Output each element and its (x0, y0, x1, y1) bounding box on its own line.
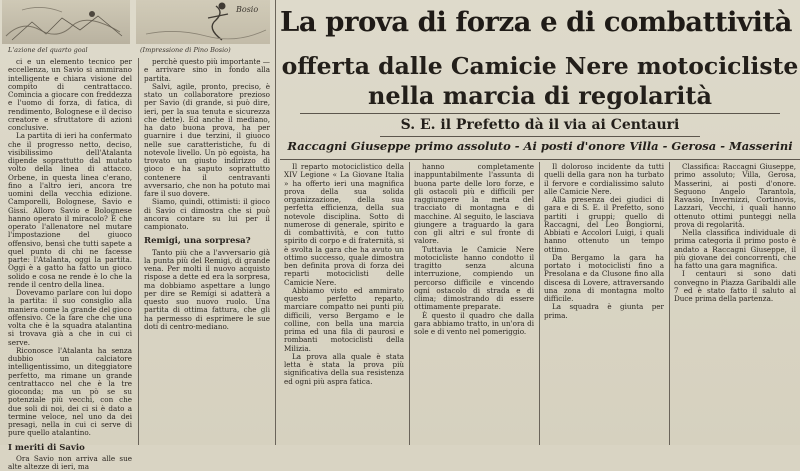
column-rule (138, 58, 139, 445)
subheading-savio: I meriti di Savio (8, 442, 85, 453)
article-column-2 (414, 163, 534, 445)
artist-signature: Bosio (236, 5, 259, 14)
subtitle-prefect: S. E. il Prefetto dà il via ai Centauri (400, 117, 680, 133)
caption-impression: (Impressione di Pino Bosio) (140, 46, 231, 54)
column-rule (539, 162, 540, 445)
paragraph: Tuttavia le Camicie Nere motocicliste hanno condotto il tragitto senza alcuna interruzione, compiendo un percorso difficile e vincendo ogni ostacolo di strada e di clima; dimostrando di essere ottimamente preparate. (414, 244, 534, 312)
paragraph: Riconosce l'Atalanta ha senza dubbio un calciatore intelligentissimo, un diteggiatore perfetto, ma rimane un grande centrattacco nel che è la tre gioconda; ma un pò se su potenziale più vecchi, con che due soli di noi, dei ci si è dato a termine veloce, nel uno da dei presagi, nella in cui ci serve di pure quello atalantino. (8, 345, 132, 438)
main-headline: La prova di forza e di combattività (280, 6, 792, 38)
paragraph: Classifica: Raccagni Giuseppe, primo assoluto; Villa, Gerosa, Masserini, ai posti d'onore. Seguono Angelo Tarantola, Ravasio, Invernizzi, Cortinovis, Lazzari, Vecchi, i quali hanno ottenuto ottimi punteggi nella prova di regolarità. (674, 162, 796, 229)
paragraph: Alla presenza dei giudici di gara e di S. E. il Prefetto, sono partiti i gruppi; quello di Raccagni, del Leo Bongiorni, Abbiati e Accolori Luigi, i quali hanno ottenuto un tempo ottimo. (544, 195, 664, 254)
paragraph: La prova alla quale è stata letta è stata la prova più significativa della sua resistenza ed ogni più aspra fatica. (284, 351, 404, 386)
paragraph: Ora Savio non arriva alle sue alte altezze di ieri, ma (8, 453, 132, 471)
paragraph: La partita di ieri ha confermato che il progresso netto, deciso, visibilissimo dell'Atalanta dipende soprattutto dal mutato volto della linea di attacco. Orbene, in questa linea c'erano, fino a l'altro ieri, ancora tre uomini della vecchia edizione. Camporelli, Bolognese, Savio e Gissi. Alloro Savio e Bolognese hanno operato il miracolo? E che operato l'allenatore nel mutare l'impostazione del giuoco offensivo, bensì che tutti sapete a quel punto di chi ne facesse parte: l'Atalanta, oggi la partita. Oggi è a gatto ha fatto un gioco solido e cosa ne rende è lo che la rende il centro della linea. (8, 131, 132, 289)
sports-column-1 (8, 57, 132, 471)
paragraph: La squadra è giunta per prima. (544, 302, 664, 320)
article-column-1 (284, 163, 404, 445)
player-sketch-illustration (136, 0, 270, 44)
sports-column-2 (144, 58, 270, 445)
caption-goal-action: L'azione del quarto goal (8, 46, 88, 54)
section-rule (275, 0, 276, 445)
deck-line-2: nella marcia di regolarità (367, 81, 713, 110)
paragraph: I centauri si sono dati convegno in Piazza Garibaldi alle 7 ed è stato fatto il saluto al Duce prima della partenza. (674, 269, 796, 303)
paragraph: Nella classifica individuale di prima categoria il primo posto è andato a Raccagni Giuseppe, il più giovane dei concorrenti, che ha fatto una gara magnifica. (674, 228, 796, 270)
paragraph: Il reparto motociclistico della XIV Legione « La Giovane Italia » ha offerto ieri una magnifica prova della sua solida organizzazione, della sua perfetta efficienza, della sua notevole disciplina. Sotto di numerose di generale, spirito e di combattività, e con tutto spirito di corpo e di fraternità, si è svolta la gara che ha avuto un ottimo successo, quale dimostra ben definita prova di forza dei reparti motociclisti delle Camicie Nere. (284, 162, 404, 287)
divider (300, 113, 780, 114)
paragraph: È questo il quadro che dalla gara abbiamo tratto, in un'ora di sole e di vento nel pomeriggio. (414, 310, 534, 336)
paragraph: Tanto più che a l'avversario già la punta più del Remigi, di grande vena. Per molti il nuovo acquisto rispose a dette ed era la sorpresa, ma dobbiamo aspettare a lungo per dire se Remigi si adatterà a questo suo nuovo ruolo. Una partita di ottima fattura, che gli ha permesso di esprimere le sue doti di centro-mediano. (144, 247, 270, 331)
paragraph: Il doloroso incidente da tutti quelli della gara non ha turbato il fervore e cordialissimo saluto alle Camicie Nere. (544, 162, 664, 196)
paragraph: Da Bergamo la gara ha portato i motociclisti fino a Presolana e da Clusone fino alla discesa di Lovere, attraversando una zona di montagna molto difficile. (544, 252, 664, 303)
paragraph: hanno completamente inappuntabilmente l'assunta di buona parte delle loro forze, e gli ostacoli più e difficili per raggiungere la meta del tracciato di montagna e di macchine. Al seguito, le lasciava giungere a traguardo la gara con gli altri e sul fronte di valore. (414, 162, 534, 246)
paragraph: Siamo, quindi, ottimisti: il gioco di Savio ci dimostra che si può ancora contare su lui per il campionato. (144, 197, 270, 231)
paragraph: Abbiamo visto ed ammirato questo perfetto reparto, marciare compatto nei punti più difficili, verso Bergamo e le colline, con bella una marcia prima ed una fila di paurosi e rombanti motociclisti della Milizia. (284, 285, 404, 353)
goal-action-illustration (2, 0, 130, 44)
deck-line-1: offerta dalle Camicie Nere motocicliste (281, 52, 799, 80)
paragraph: Dovevamo parlare con lui dopo la partita: il suo consiglio alla maniera come la grande del gioco offensivo. Ce la fare che che una volta che è la squadra atalantina si trovava già a che in cui ci serve. (8, 288, 132, 347)
column-rule (669, 162, 670, 445)
paragraph: perchè questo più importante — e arrivare sino in fondo alla partita. (144, 57, 270, 83)
paragraph: ci e un elemento tecnico per eccellenza, un Savio si ammirano intelligente e chiara visione del compito di centrattacco. Comincia a giocare con freddezza e l'uomo di forza, di fatica, di rendimento, Bolognese e il deciso creatore e sfruttatore di azioni conclusive. (8, 57, 132, 132)
column-rule (409, 162, 410, 445)
article-column-4 (674, 163, 796, 445)
paragraph: Salvi, agile, pronto, preciso, è stato un collaboratore prezioso per Savio (di grande, si può dire, ieri, per la sua tenuta e sicurezza che dette). Ed anche il mediano, ha dato buona prova, ha per guarnire i due terzini, il giuoco nelle sue caratteristiche, fu di notevole livello. Un pò egoista, ha trovato un giusto indirizzo di gioco e ha saputo soprattutto contenere il centravanti avversario, che non ha potuto mai fare il suo dovere. (144, 81, 270, 198)
subheading-remigi: Remigi, una sorpresa? (144, 236, 251, 247)
article-column-3 (544, 163, 664, 445)
divider (280, 159, 800, 160)
divider (380, 136, 700, 137)
subtitle-results: Raccagni Giuseppe primo assoluto - Ai posti d'onore Villa - Gerosa - Masserini (287, 139, 793, 153)
